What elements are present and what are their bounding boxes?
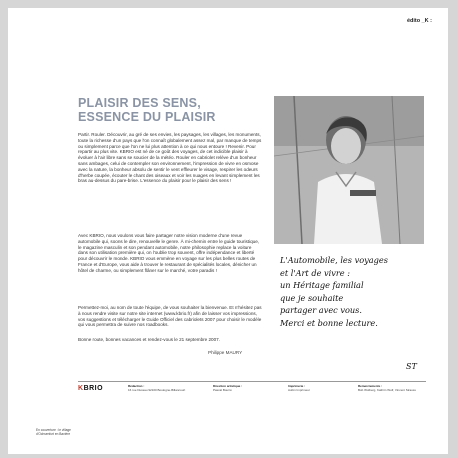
magazine-page xyxy=(8,8,448,454)
kbrio-logo: KBRIO xyxy=(78,385,104,392)
cover-caption: En couverture : le village d'Ochsenfurt en Bavière xyxy=(36,428,71,436)
handwritten-signature: ST xyxy=(406,362,417,371)
edito-tag: édito _K : xyxy=(406,18,432,24)
handwritten-line: L'Automobile, les voyages xyxy=(280,255,388,265)
handwritten-line: Merci et bonne lecture. xyxy=(280,317,378,328)
handwritten-line: un Héritage familial xyxy=(280,280,364,291)
footer-credit-art: Direction artistique : Pascal Bourré xyxy=(213,384,243,392)
author-signature: Philippe MAURY xyxy=(208,350,243,355)
editorial-paragraph-2: Avec KBRIO, nous voulons vous faire partager notre vision moderne d'une revue automobile qui, soons le dire, renouvelle le genre. À mi-chemin entre le guide touristique, le magazine masculin et son pendant automobile, notre philosophie replace la voiture dans son utilisation première qui, on l'oublie trop souvent, offre indépendance et liberté pour découvrir le monde. KBRIO vous emmène en voyage sur les plus belles routes de France et d'Europe, vous aide à trouver le restaurant de spécialités locales, dénicher un hôtel de charme, ou simplement flâner sur le marché, votre paradis ! xyxy=(78,233,260,273)
footer-credit-redaction: Rédaction : 16 rue Dussau 92100 Boulogne-Billancourt xyxy=(128,384,186,392)
editorial-paragraph-1: Partir. Rouler. Découvrir, au gré de ses envies, les paysages, les villages, les monuments, toute la richesse d'un pays que l'on connaît globalement assez mal, par manque de temps ou simplement parce que l'on ne lui plus attention à ce qui nous entoure ! Revenir. Pour repartir au plus vite. KBRIO est né de ce goût des voyages, de cet indicible plaisir à évoluer à l'air libre sans se soucier de la météo. Rouler en cabriolet relève d'un bonheur sans ambages, celui de contempler son environnement, l'impression de vivre en osmose avec la nature, la bonheur absolu de sentir le vent effleurer le visage, respirer les odeurs d'herbe coupée, écouter le chant des oiseaux et voir les nuages en levant simplement les bras au-dessus du pare-brise. L'essence du plaisir pour le plaisir des sens ! xyxy=(78,132,262,184)
editorial-paragraph-3: Permettez-moi, au nom de toute l'équipe, de vous souhaiter la bienvenue. Et n'hésitez pas à nous rendre visite sur notre site internet (www.kbrio.fr) afin de laisser vos impressions, vos suggestions et télécharger le Guide Officiel des cabriolets 2007 pour choisir le modèle qui vous permettra de suivre nos roadbooks. xyxy=(78,305,262,328)
handwritten-line: et l'Art de vivre : xyxy=(280,267,351,278)
footer-divider xyxy=(78,381,426,382)
footer-credit-print: Imprimerie : Aubin Imprimeur xyxy=(288,384,311,392)
page-title xyxy=(78,96,268,124)
editorial-paragraph-4: Bonne route, bonnes vacances et rendez-vous le 21 septembre 2007. xyxy=(78,337,220,342)
title-line-1: PLAISIR DES SENS, xyxy=(78,96,201,110)
portrait-illustration xyxy=(274,96,424,244)
author-photo xyxy=(274,96,424,244)
handwritten-line: partager avec vous. xyxy=(280,305,362,316)
title-line-2: ESSENCE DU PLAISIR xyxy=(78,110,216,124)
footer-credit-thanks: Remerciements : Bob Wolberg, Kathrin Wolf, Vincent Strauss xyxy=(358,384,416,392)
handwritten-note xyxy=(280,254,430,330)
handwritten-line: que je souhaite xyxy=(280,292,344,303)
